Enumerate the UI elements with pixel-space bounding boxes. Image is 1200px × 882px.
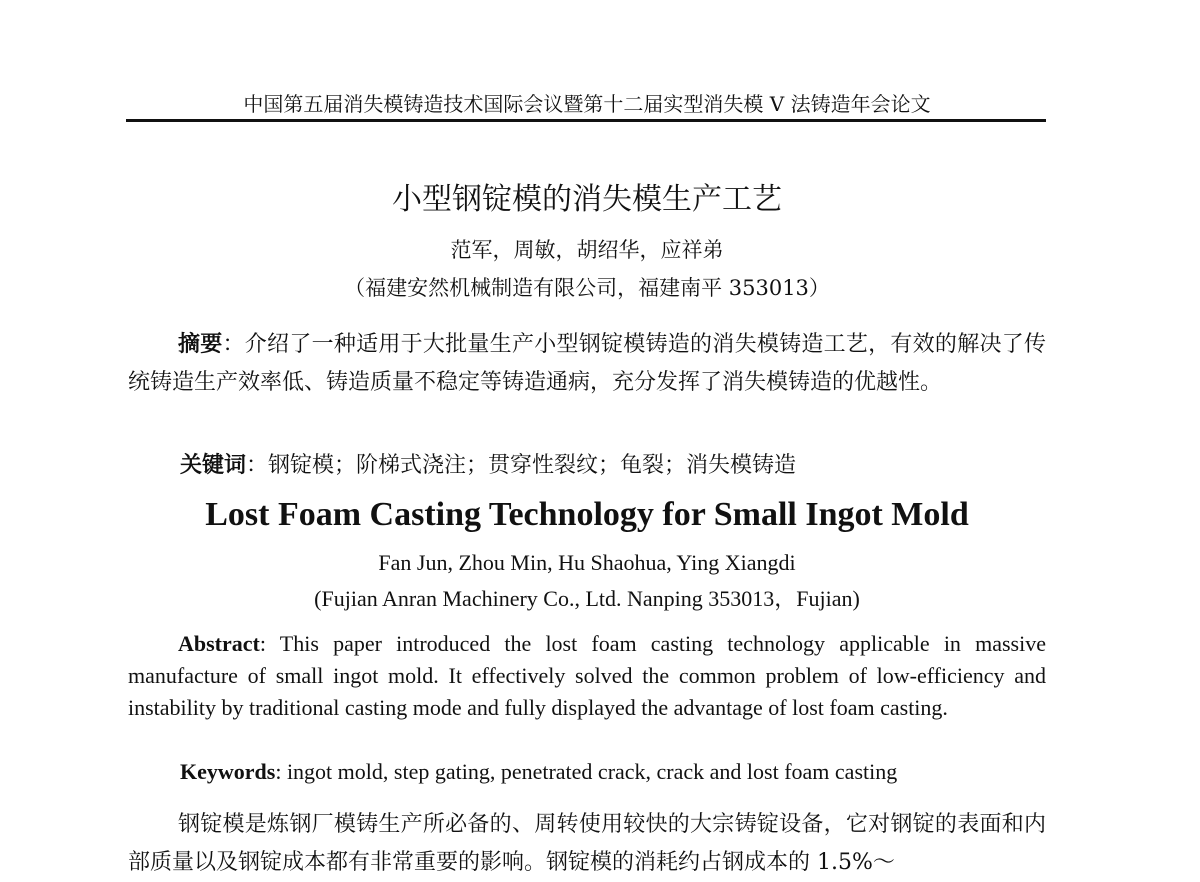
english-title: Lost Foam Casting Technology for Small Ingot Mold [205,496,969,533]
english-keywords-text: : ingot mold, step gating, penetrated crack, crack and lost foam casting [275,759,898,784]
english-keywords-label: Keywords [180,759,276,784]
running-header: 中国第五届消失模铸造技术国际会议暨第十二届实型消失模 V 法铸造年会论文 [243,92,931,116]
chinese-keywords-label: 关键词 [180,452,247,478]
english-authors: Fan Jun, Zhou Min, Hu Shaohua, Ying Xiangdi [378,550,796,575]
header-rule [126,119,1046,122]
chinese-authors: 范军，周敏，胡绍华，应祥弟 [450,238,724,262]
chinese-title: 小型钢锭模的消失模生产工艺 [392,182,782,217]
english-abstract-label: Abstract [178,631,260,656]
chinese-keywords [180,446,1046,485]
chinese-abstract-text: ：介绍了一种适用于大批量生产小型钢锭模铸造的消失模铸造工艺，有效的解决了传统铸造生产效率低、铸造质量不稳定等铸造通病，充分发挥了消失模铸造的优越性。 [128,332,1046,395]
chinese-affiliation: （福建安然机械制造有限公司，福建南平 353013） [344,276,830,300]
english-abstract [128,628,1046,724]
english-abstract-text: : This paper introduced the lost foam casting technology applicable in massive manufacture of small ingot mold. It effectively solved the common problem of low-efficiency and instability by traditional casting mode and fully displayed the advantage of lost foam casting. [128,631,1046,720]
chinese-keywords-text: ：钢锭模；阶梯式浇注；贯穿性裂纹；龟裂；消失模铸造 [246,453,797,478]
body-paragraph: 钢锭模是炼钢厂模铸生产所必备的、周转使用较快的大宗铸锭设备，它对钢锭的表面和内部质量以及钢锭成本都有非常重要的影响。钢锭模的消耗约占钢成本的 1.5%～ [128,812,1046,875]
english-affiliation: (Fujian Anran Machinery Co., Ltd. Nanping 353013，Fujian) [314,586,860,611]
english-keywords [180,756,1046,788]
chinese-abstract [128,325,1046,402]
chinese-abstract-label: 摘要 [178,331,223,357]
